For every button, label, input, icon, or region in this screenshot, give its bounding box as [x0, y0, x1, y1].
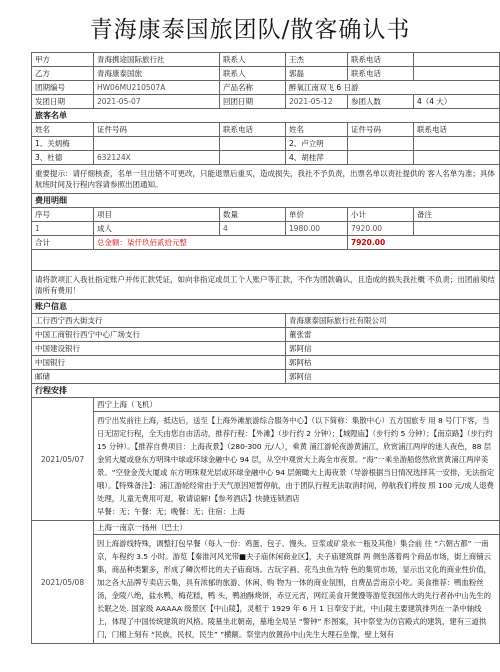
guest-name: 2、卢立明: [286, 137, 348, 151]
account-bank: 中国银行: [32, 356, 286, 370]
return-label: 回团日期: [220, 95, 286, 109]
guest-header: 证件号码: [94, 123, 220, 137]
guest-phone: [414, 151, 500, 165]
depart-value: 2021-05-07: [94, 95, 220, 109]
guest-id: [94, 137, 220, 151]
total-value: 7920.00: [348, 236, 500, 250]
total-in-words: 总金额：柒仟玖佰贰拾元整: [94, 236, 348, 250]
people-label: 参团人数: [348, 95, 414, 109]
return-value: 2021-05-12: [286, 95, 348, 109]
fee-item: 成人: [94, 222, 220, 236]
guest-id: [348, 137, 414, 151]
payment-notice-row: [32, 271, 500, 300]
itinerary-day-detail: [94, 535, 500, 644]
fee-header: 单价: [286, 208, 348, 222]
guests-header-row: [32, 123, 500, 137]
document-title: 青海康泰国旅团队/散客确认书: [89, 17, 411, 43]
party-a-phone: [414, 53, 500, 67]
group-date-row: [32, 95, 500, 109]
product-value: 醉氧江南双飞 6 日游: [286, 81, 500, 95]
guest-phone: [414, 137, 500, 151]
fee-price: 1980.00: [286, 222, 348, 236]
fees-spacer-row: [32, 250, 500, 271]
fee-row: [32, 222, 500, 236]
guest-row: [32, 151, 500, 165]
account-holder: 董张雷: [286, 328, 500, 342]
party-b-phone-label: 联系电话: [348, 67, 414, 81]
guest-header: 姓名: [286, 123, 348, 137]
guest-name: 3、杜德: [32, 151, 94, 165]
itinerary-day-title: 上海一南京一扬州（巴士）: [94, 521, 500, 535]
accounts-section-row: [32, 300, 500, 314]
fee-header: 序号: [32, 208, 94, 222]
guest-phone: [220, 137, 286, 151]
party-b-value: 青海康泰国旅: [94, 67, 220, 81]
depart-label: 发团日期: [32, 95, 94, 109]
itinerary-day-body-row: [32, 412, 500, 521]
account-row: [32, 328, 500, 342]
fees-section-title: 费用明细: [32, 194, 500, 208]
people-value: 4（4 大）: [414, 95, 500, 109]
party-a-contact-label: 联系人: [220, 53, 286, 67]
total-label: 合计: [32, 236, 94, 250]
product-label: 产品名称: [220, 81, 286, 95]
guest-id: [348, 151, 414, 165]
guests-section-title: 旅客名单: [32, 109, 500, 123]
itinerary-day-body: 因上海游线特殊，调整打包早餐（每人一份：鸡蛋、包子、馒头、豆浆或矿泉水一瓶及其他）集合前 往 “六朝古都” 一南京，车程约 3.5 小时。游览【秦淮河风光带■夫子庙休闲商业区】，夫子庙建筑群 两 侧坐落着两个商品市场，街上商铺云集，商品种类繁多，形成了鳞次栉比的夫子庙商场。古玩字画、花鸟虫鱼为特 色的集贸市场，显示出文化的商业性价值，加之各大品牌专卖店云集，具有浓郁的旅游、休闲、购 物为一体的商业氛围，自费品尝南京小吃。美食推荐：鸭血粉丝汤，金陵八绝，盐水鸭，梅花糕，鸭 头，鸭油酥烧饼，赤豆元宵，网红美食开煲馒等游览我国伟大的先行者孙中山先生的长眠之处. 国家级 AAAAA 级景区【中山陵】，灵柩于 1929 年 6 月 1 日奉安于此，中山陵主要建筑排列在一条中轴线上，体现了中国传统建筑的风格。陵墓坐北朝南，墓地全局呈 “警钟” 形图案，其中祭堂为仿宫殿式的建筑，建有三道拱门，门楣上刻有 “民族，民权，民生” ”横额。祭堂内放置孙中山先生大理石坐像，壁上刻有: [97, 539, 492, 639]
party-a-phone-label: 联系电话: [348, 53, 414, 67]
account-bank: 邮储: [32, 370, 286, 384]
account-row: [32, 356, 500, 370]
fees-spacer: [32, 250, 500, 271]
fee-no: 1: [32, 222, 94, 236]
party-a-contact: 王杰: [286, 53, 348, 67]
party-b-phone: [414, 67, 500, 81]
fee-header: 数量: [220, 208, 286, 222]
account-holder: 郭阿枯: [286, 356, 500, 370]
account-holder: 郭阿信: [286, 342, 500, 356]
guest-header: 证件号码: [348, 123, 414, 137]
itinerary-section-title: 行程安排: [32, 384, 500, 398]
party-b-row: [32, 67, 500, 81]
party-a-row: [32, 53, 500, 67]
group-code-value: HW06MU210507A: [94, 81, 220, 95]
guest-name: 1、关炳梅: [32, 137, 94, 151]
guest-name: 4、胡桂萍: [286, 151, 348, 165]
account-row: [32, 370, 500, 384]
notice-row: [32, 165, 500, 194]
account-holder: 青海康泰国际旅行社有限公司: [286, 314, 500, 328]
itinerary-day-body: 西宁出发前往上海，抵达后，送至【上海外滩旅游综合服务中心】（以下简称：集散中心）五方国旅专 用 8 号门下客，当日无固定行程，全天由您自由活动，推荐行程：【外滩】（步行约 2 分钟）；【城隍庙】（步行约 5 分钟）；【南京路】（步行约 15 分钟）。【推荐自费项目：上海夜景】（280-300 元/人），乘黄 浦江游轮夜游黄浦江，欣赏浦江两岸的迷人夜色，88 层金贸大厦或登东方明珠中球或环球金融中心 94 层，从空中观赏大上海全市夜景。“海”一乘坐游船悠然欣赏黄浦江两岸美景。“空登金茂大厦或 东方明珠观光层或环球金融中心 94 层俯瞰大上海夜景（导游根据当日情况选择其一安排，无法指定 哦）。【特殊备注】：浦江游轮经常由于天气原因短暂停航，由于团队行程无法取消时间，停航我们将按 照 100 元/成人退费处理，儿童无费用可退，敬请谅解!【参考酒店】快捷连锁酒店: [97, 416, 495, 503]
account-bank: 中国建设银行: [32, 342, 286, 356]
itinerary-day-detail: [94, 412, 500, 521]
guest-row: [32, 137, 500, 151]
payment-notice: 请将款项汇入我社指定账户并传汇款凭证，如向非指定或员工个人账户等汇款，不作为团款确认，且造成的损失我社概 不负责；出团前须结清所有费用！: [32, 271, 500, 300]
group-code-row: [32, 81, 500, 95]
party-a-label: 甲方: [32, 53, 94, 67]
fee-total-row: [32, 236, 500, 250]
guest-phone: [220, 151, 286, 165]
party-a-value: 青海携途国际旅行社: [94, 53, 220, 67]
fees-section-row: [32, 194, 500, 208]
guests-section-row: [32, 109, 500, 123]
party-b-label: 乙方: [32, 67, 94, 81]
account-row: [32, 342, 500, 356]
guest-header: 联系电话: [414, 123, 500, 137]
account-holder: 郭阿信: [286, 370, 500, 384]
guest-header: 姓名: [32, 123, 94, 137]
fee-header: 项目: [94, 208, 220, 222]
account-row: [32, 314, 500, 328]
itinerary-day-row: [32, 521, 500, 535]
itinerary-day-meals: 早餐：无；午餐：无；晚餐：无；住宿：上海: [97, 507, 245, 516]
confirmation-table: [31, 52, 500, 644]
itinerary-date: 2021/05/07: [32, 398, 94, 521]
fee-subtotal: 7920.00: [348, 222, 414, 236]
itinerary-date: 2021/05/08: [32, 521, 94, 644]
itinerary-day-body-row: [32, 535, 500, 644]
fee-note: [414, 222, 500, 236]
guest-header: 联系电话: [220, 123, 286, 137]
name-list-notice: 重要提示：请仔细核查，名单一旦出错不可更改，只能退票后重买，造成损失，我社不予负责，出票名单以责社提供的 客人名单为准；具体航班时间及行程内容请参照出团通知。: [32, 165, 500, 194]
account-bank: 中国工商银行西宁中心广场支行: [32, 328, 286, 342]
itinerary-section-row: [32, 384, 500, 398]
accounts-section-title: 账户信息: [32, 300, 500, 314]
fee-qty: 4: [220, 222, 286, 236]
party-b-contact: 郭磊: [286, 67, 348, 81]
fee-header: 小计: [348, 208, 414, 222]
itinerary-day-row: [32, 398, 500, 412]
fee-header: 备注: [414, 208, 500, 222]
fees-header-row: [32, 208, 500, 222]
guest-id: 632124X: [94, 151, 220, 165]
party-b-contact-label: 联系人: [220, 67, 286, 81]
group-code-label: 团期编号: [32, 81, 94, 95]
account-bank: 工行西宁西大街支行: [32, 314, 286, 328]
itinerary-day-title: 西宁上海（飞机）: [94, 398, 500, 412]
